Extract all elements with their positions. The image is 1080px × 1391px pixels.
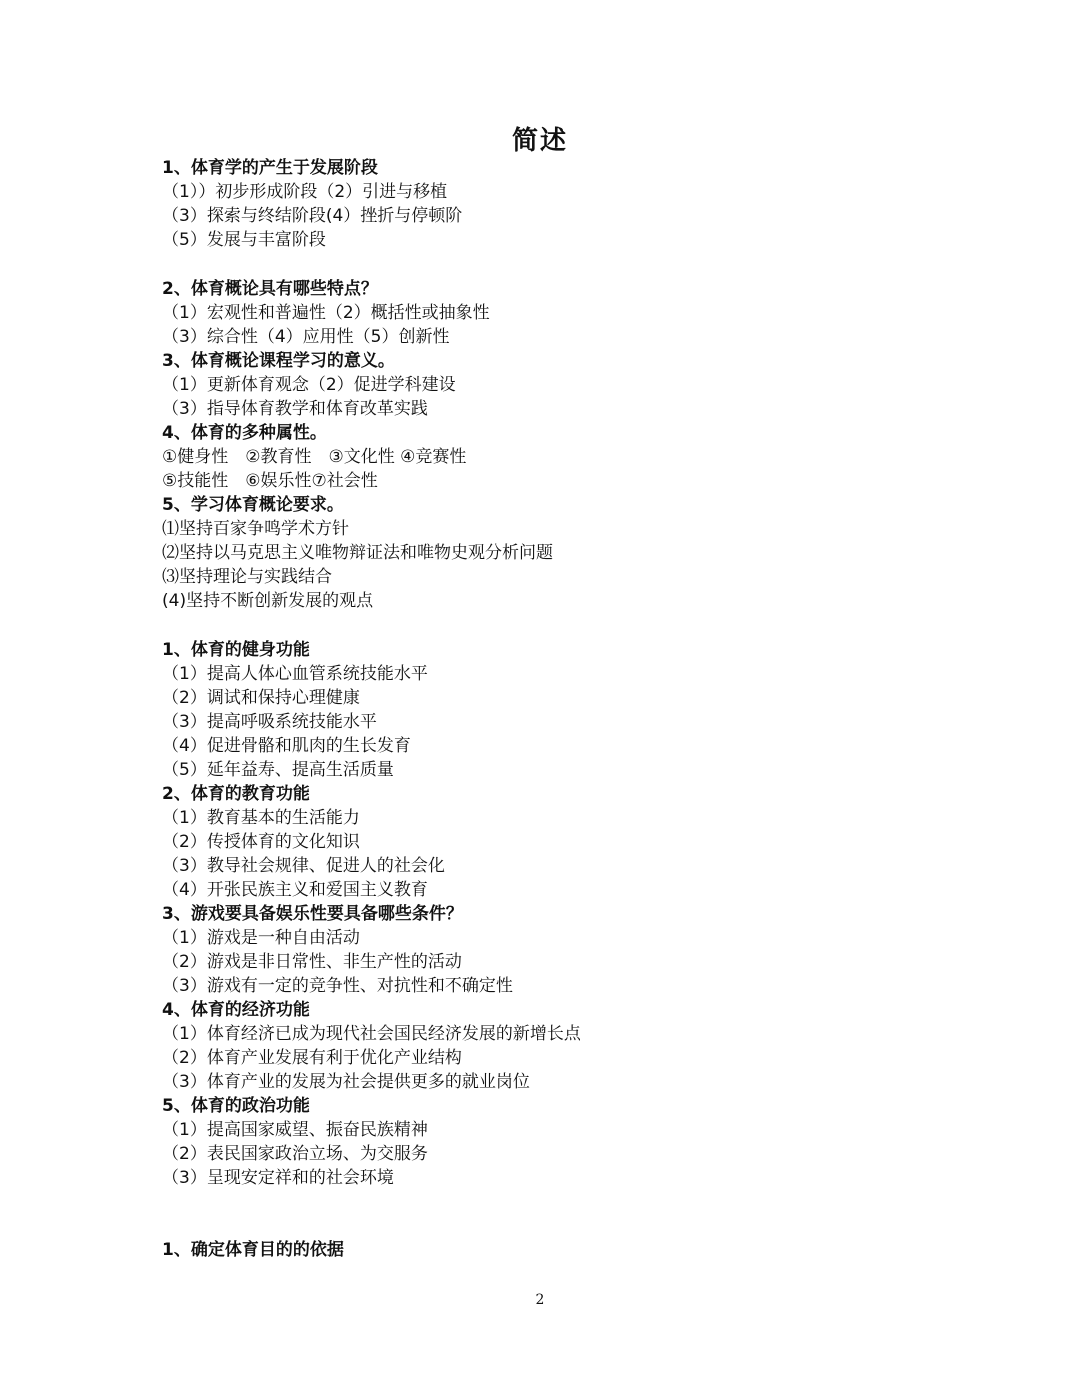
list-item: ①健身性 ②教育性 ③文化性 ④竞赛性 bbox=[162, 447, 467, 467]
section-heading: 2、体育的教育功能 bbox=[162, 784, 310, 804]
section-heading: 3、体育概论课程学习的意义。 bbox=[162, 351, 395, 371]
list-item: ⑤技能性 ⑥娱乐性⑦社会性 bbox=[162, 471, 378, 491]
list-item: （1）提高国家威望、振奋民族精神 bbox=[162, 1120, 428, 1140]
list-item: （3）游戏有一定的竞争性、对抗性和不确定性 bbox=[162, 976, 513, 996]
list-item: ⑶坚持理论与实践结合 bbox=[162, 567, 332, 587]
list-item: （2）体育产业发展有利于优化产业结构 bbox=[162, 1048, 462, 1068]
list-item: （3）教导社会规律、促进人的社会化 bbox=[162, 856, 445, 876]
list-item: （1）更新体育观念（2）促进学科建设 bbox=[162, 375, 456, 395]
list-item: （5）延年益寿、提高生活质量 bbox=[162, 760, 394, 780]
page-number: 2 bbox=[535, 1292, 545, 1308]
list-item: ⑵坚持以马克思主义唯物辩证法和唯物史观分析问题 bbox=[162, 543, 553, 563]
list-item: （1））初步形成阶段（2）引进与移植 bbox=[162, 182, 448, 202]
list-item: （1）游戏是一种自由活动 bbox=[162, 928, 360, 948]
list-item: （3）综合性（4）应用性（5）创新性 bbox=[162, 327, 450, 347]
list-item: （2）表民国家政治立场、为交服务 bbox=[162, 1144, 428, 1164]
section-heading: 1、体育学的产生于发展阶段 bbox=[162, 158, 378, 178]
section-heading: 3、游戏要具备娱乐性要具备哪些条件？ bbox=[162, 904, 463, 924]
list-item: （2）传授体育的文化知识 bbox=[162, 832, 360, 852]
list-item: （1）提高人体心血管系统技能水平 bbox=[162, 664, 428, 684]
list-item: （2）调试和保持心理健康 bbox=[162, 688, 360, 708]
page-title: 简述 bbox=[511, 126, 568, 156]
list-item: （3）呈现安定祥和的社会环境 bbox=[162, 1168, 394, 1188]
list-item: （3）提高呼吸系统技能水平 bbox=[162, 712, 377, 732]
list-item: （3）体育产业的发展为社会提供更多的就业岗位 bbox=[162, 1072, 530, 1092]
list-item: （1）教育基本的生活能力 bbox=[162, 808, 360, 828]
list-item: （1）宏观性和普遍性（2）概括性或抽象性 bbox=[162, 303, 490, 323]
list-item: （1）体育经济已成为现代社会国民经济发展的新增长点 bbox=[162, 1024, 581, 1044]
list-item: （2）游戏是非日常性、非生产性的活动 bbox=[162, 952, 462, 972]
list-item: （3）指导体育教学和体育改革实践 bbox=[162, 399, 428, 419]
section-heading: 4、体育的经济功能 bbox=[162, 1000, 310, 1020]
list-item: （5）发展与丰富阶段 bbox=[162, 230, 326, 250]
section-heading: 5、体育的政治功能 bbox=[162, 1096, 310, 1116]
section-heading: 1、体育的健身功能 bbox=[162, 640, 310, 660]
section-heading: 4、体育的多种属性。 bbox=[162, 423, 327, 443]
list-item: （4）促进骨骼和肌肉的生长发育 bbox=[162, 736, 411, 756]
list-item: (4)坚持不断创新发展的观点 bbox=[162, 591, 374, 611]
section-heading: 1、确定体育目的的依据 bbox=[162, 1240, 344, 1260]
list-item: （4）开张民族主义和爱国主义教育 bbox=[162, 880, 428, 900]
section-heading: 5、学习体育概论要求。 bbox=[162, 495, 344, 515]
section-heading: 2、体育概论具有哪些特点？ bbox=[162, 279, 378, 299]
list-item: （3）探索与终结阶段(4）挫折与停顿阶 bbox=[162, 206, 463, 226]
list-item: ⑴坚持百家争鸣学术方针 bbox=[162, 519, 349, 539]
